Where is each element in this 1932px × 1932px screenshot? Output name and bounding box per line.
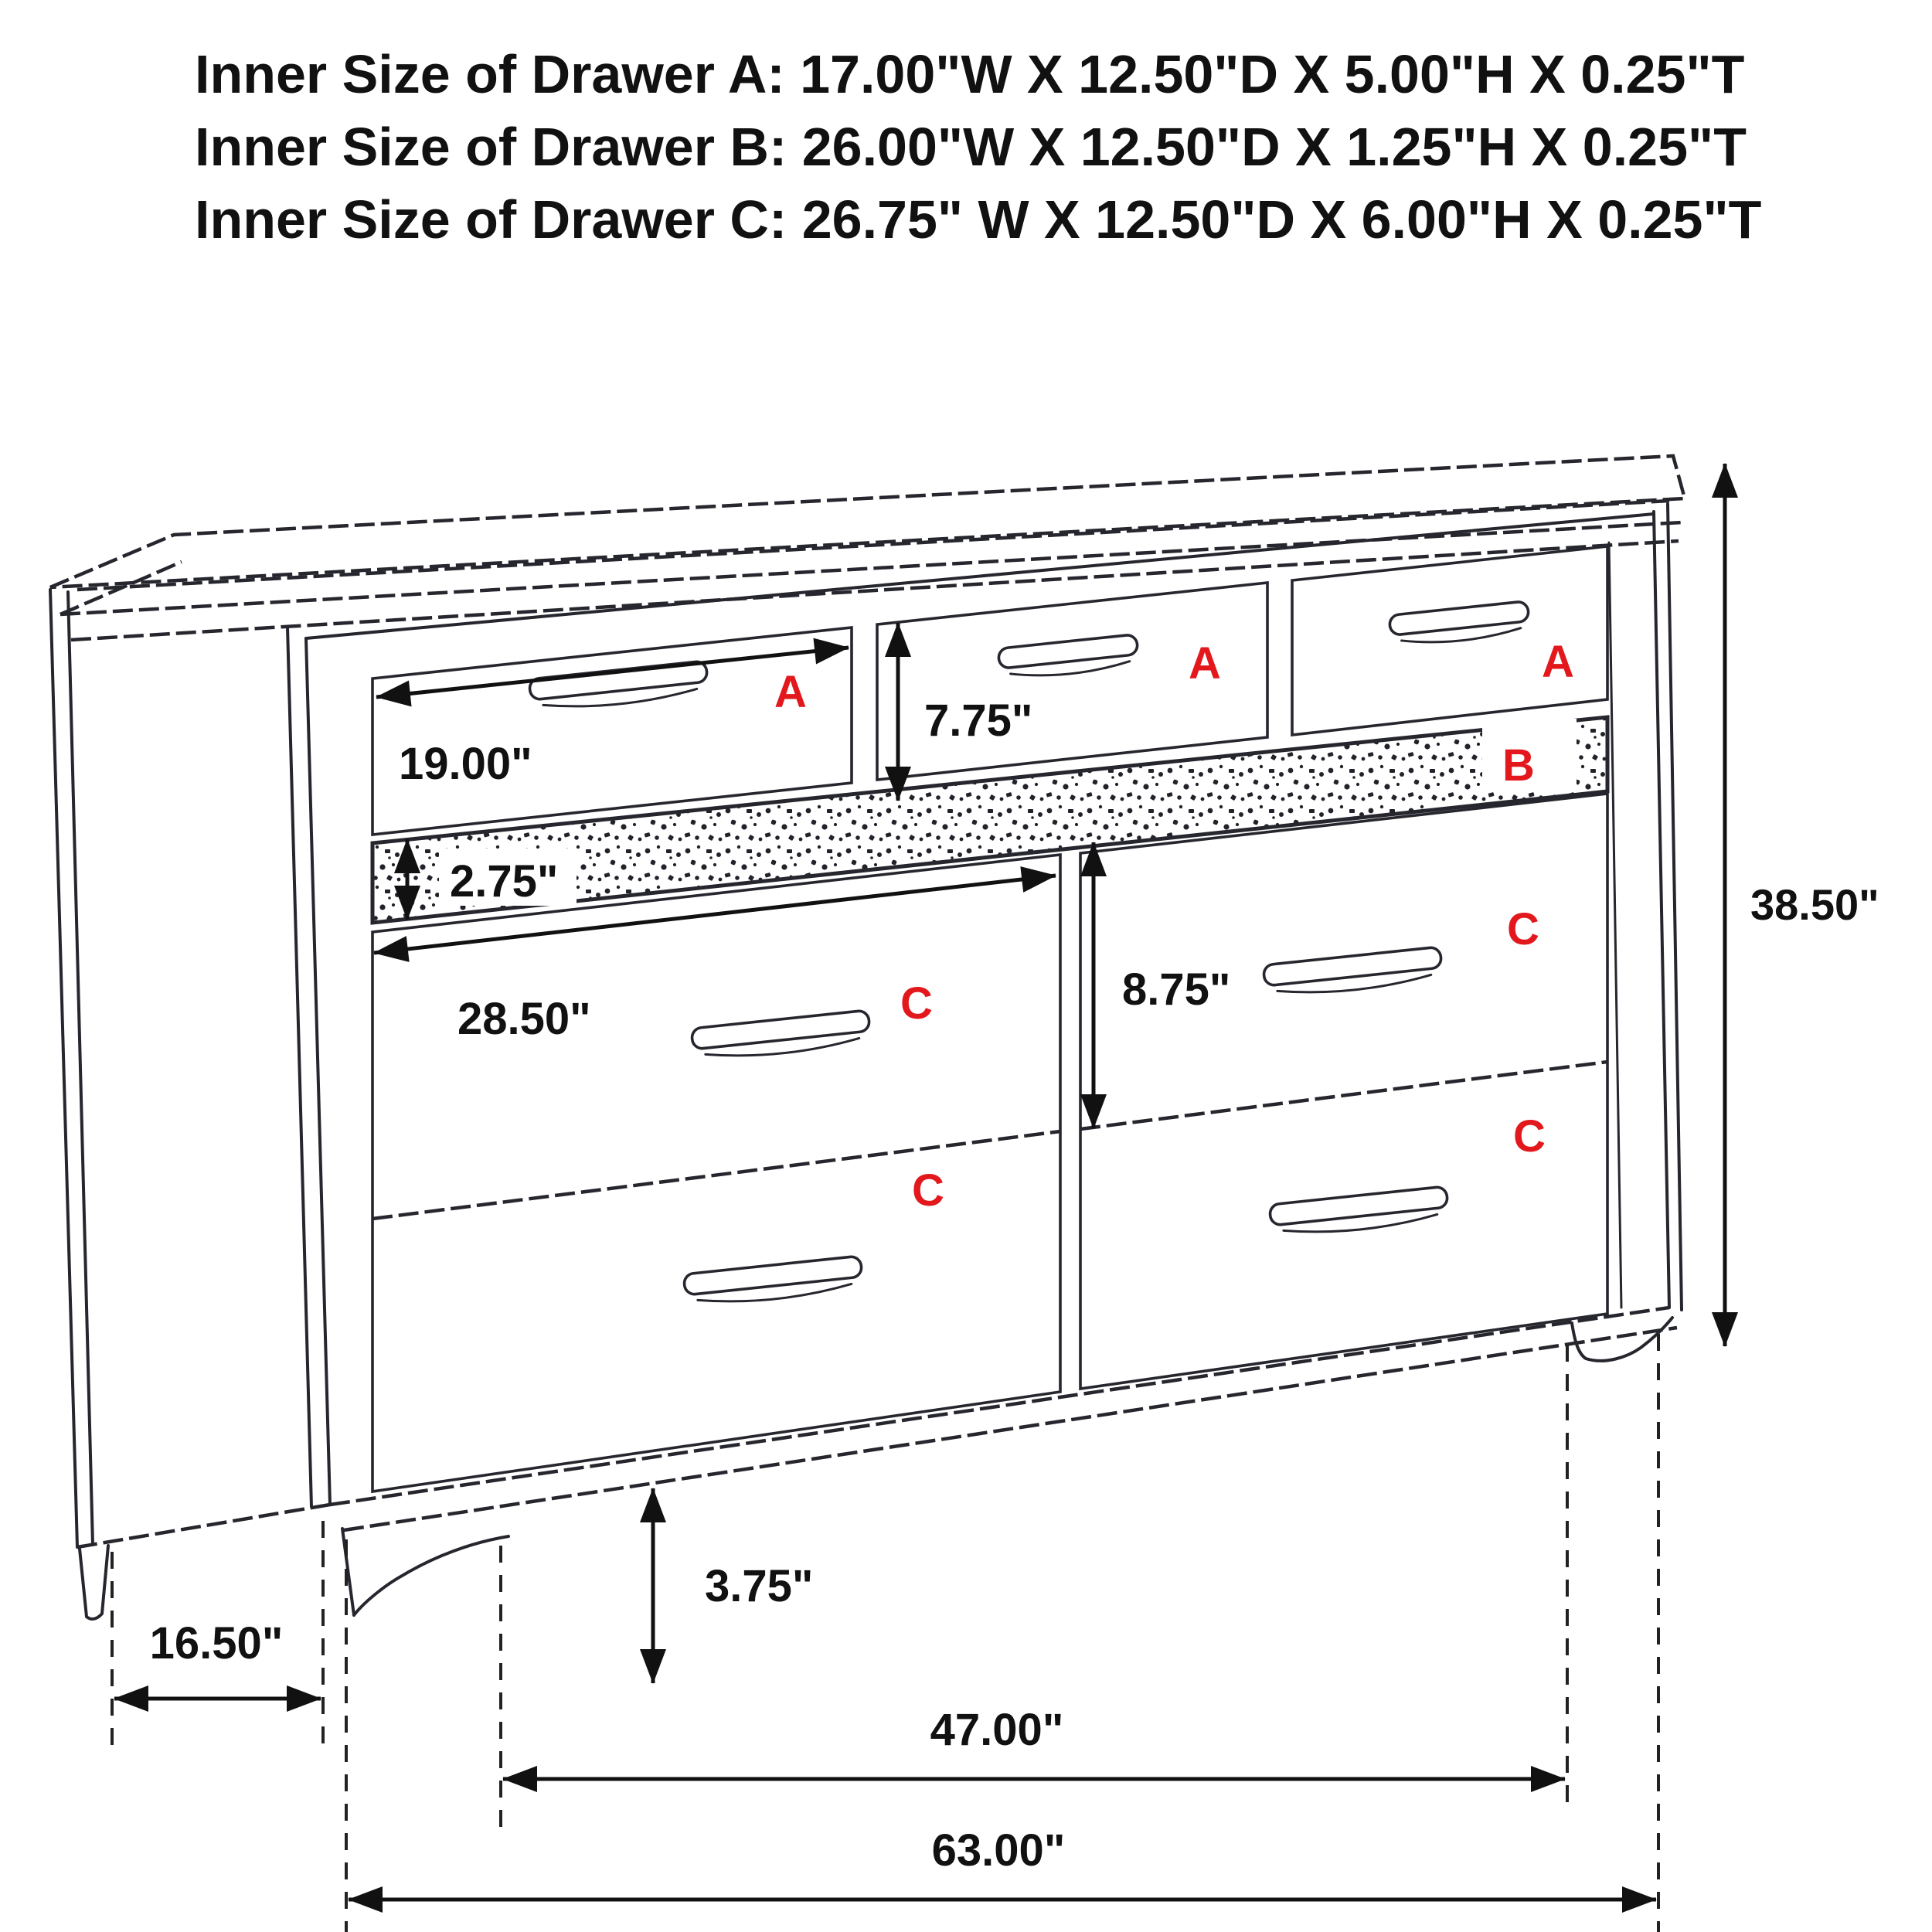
label-drawer-b: B	[1502, 740, 1535, 791]
dim-label: 28.50"	[457, 994, 591, 1044]
drawer-c-right-column	[1080, 794, 1607, 1389]
dresser-drawing	[50, 456, 1685, 1619]
label-drawer-c-bottom-right: C	[1513, 1111, 1546, 1162]
dim-label: 19.00"	[399, 739, 532, 789]
dim-label: 7.75"	[924, 696, 1033, 746]
label-drawer-c-mid-right: C	[1507, 904, 1539, 954]
dim-label: 47.00"	[930, 1705, 1064, 1755]
dim-side-depth	[112, 1521, 323, 1753]
dim-label: 38.50"	[1750, 880, 1879, 929]
side-panel	[50, 590, 330, 1547]
label-drawer-a3: A	[1542, 637, 1574, 687]
dim-label: 3.75"	[705, 1561, 814, 1611]
label-drawer-c-bottom-left: C	[912, 1165, 944, 1216]
dim-label: 8.75"	[1122, 964, 1231, 1015]
left-foot	[342, 1529, 354, 1615]
title-line-drawer-a: Inner Size of Drawer A: 17.00"W X 12.50"D X 5.00"H X 0.25"T	[195, 44, 1745, 104]
dim-label: 16.50"	[149, 1618, 284, 1668]
dim-overall-height	[1725, 464, 1879, 1346]
label-drawer-a1: A	[774, 667, 807, 717]
label-drawer-c-mid-left: C	[900, 978, 933, 1029]
label-drawer-a2: A	[1189, 638, 1221, 689]
title-line-drawer-b: Inner Size of Drawer B: 26.00"W X 12.50"D X 1.25"H X 0.25"T	[195, 117, 1747, 177]
dim-label: 2.75"	[450, 856, 559, 906]
back-left-foot	[80, 1546, 108, 1619]
dim-label: 63.00"	[931, 1825, 1066, 1876]
title-line-drawer-c: Inner Size of Drawer C: 26.75" W X 12.50"D X 6.00"H X 0.25"T	[195, 189, 1762, 250]
title-block	[195, 44, 1761, 250]
drawer-c-left-column	[372, 855, 1060, 1492]
dim-foot-height	[653, 1488, 813, 1683]
